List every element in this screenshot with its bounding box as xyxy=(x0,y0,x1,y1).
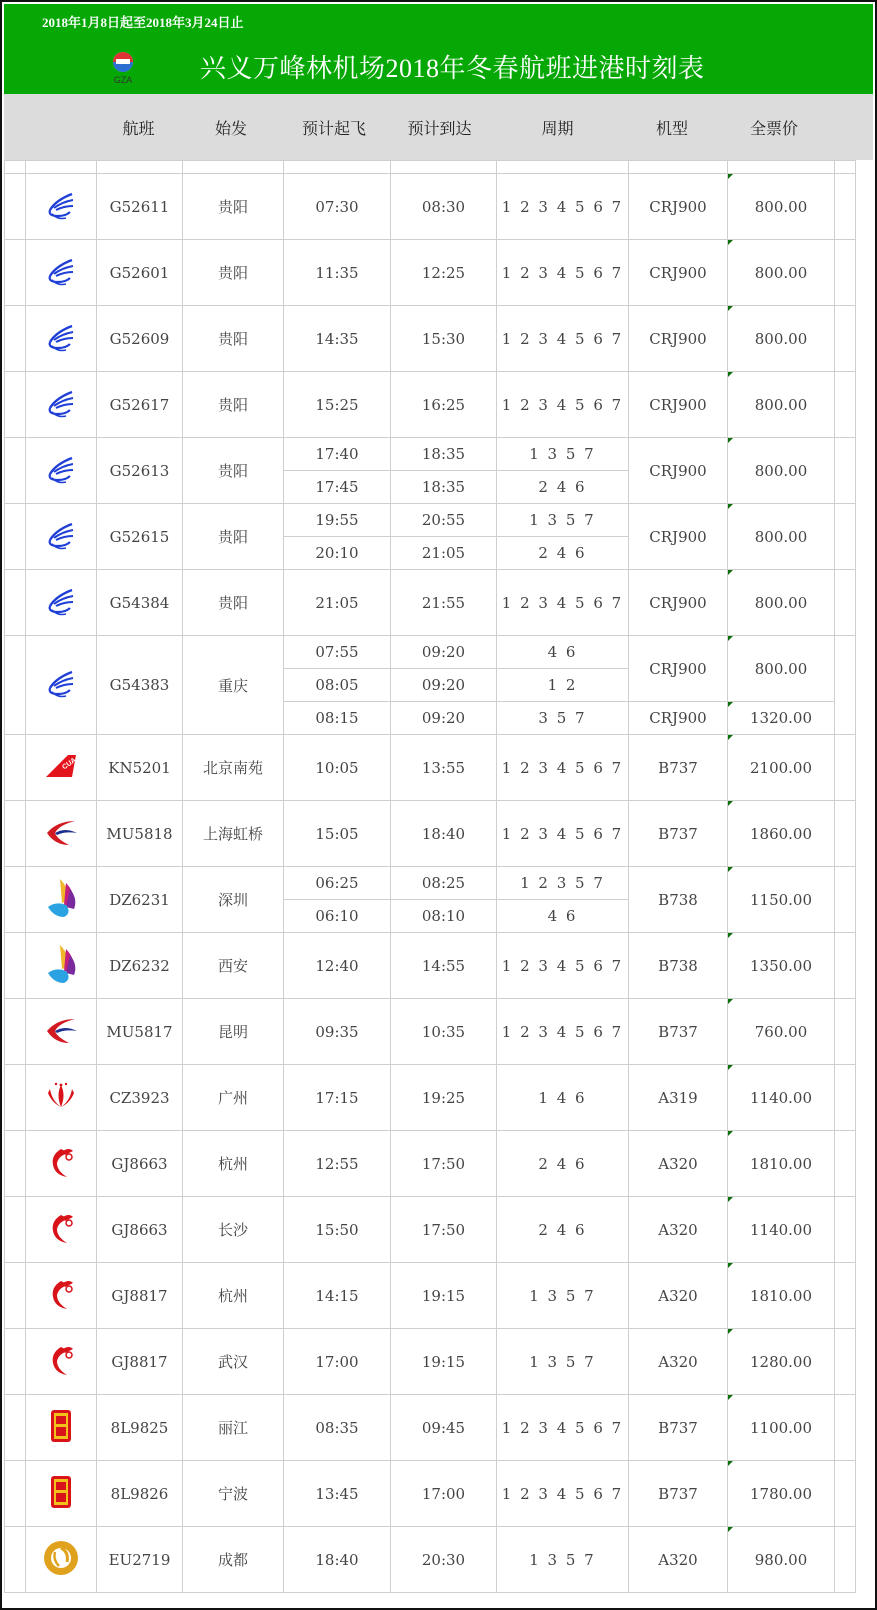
row-gutter-right xyxy=(835,1329,856,1395)
origin-city: 贵阳 xyxy=(183,174,284,240)
table-row xyxy=(5,174,856,240)
full-fare: 1140.00 xyxy=(728,1065,835,1131)
row-gutter-right xyxy=(835,933,856,999)
airline-logo xyxy=(26,1131,97,1197)
departure-time: 07:55 xyxy=(284,636,391,669)
row-gutter xyxy=(5,174,26,240)
aircraft-type: A320 xyxy=(629,1263,728,1329)
origin-city: 上海虹桥 xyxy=(183,801,284,867)
col-header-departure: 预计起飞 xyxy=(301,121,366,138)
origin-city: 深圳 xyxy=(183,867,284,933)
table-row xyxy=(5,801,856,867)
row-gutter-right xyxy=(835,1065,856,1131)
operating-days: 1 2 xyxy=(497,669,629,702)
spacer-cell xyxy=(728,161,835,174)
hx-wing-icon xyxy=(44,386,78,424)
table-row xyxy=(5,1131,856,1197)
row-gutter xyxy=(5,1527,26,1593)
full-fare: 1780.00 xyxy=(728,1461,835,1527)
aircraft-type: B738 xyxy=(629,933,728,999)
row-gutter xyxy=(5,801,26,867)
col-header-aircraft: 机型 xyxy=(655,121,688,138)
operating-days: 1 3 5 7 xyxy=(497,504,629,537)
full-fare: 1810.00 xyxy=(728,1131,835,1197)
flight-number: MU5818 xyxy=(97,801,183,867)
table-row xyxy=(5,1395,856,1461)
arrival-time: 17:50 xyxy=(391,1197,497,1263)
operating-days: 3 5 7 xyxy=(497,702,629,735)
operating-days: 1 2 3 5 7 xyxy=(497,867,629,900)
flight-number: MU5817 xyxy=(97,999,183,1065)
airline-logo xyxy=(26,735,97,801)
flight-number: 8L9826 xyxy=(97,1461,183,1527)
flight-number: GJ8663 xyxy=(97,1197,183,1263)
operating-days: 2 4 6 xyxy=(497,1131,629,1197)
full-fare: 800.00 xyxy=(728,636,835,702)
header-banner xyxy=(4,4,873,94)
row-gutter-right xyxy=(835,735,856,801)
aircraft-type: A319 xyxy=(629,1065,728,1131)
airline-logo xyxy=(26,174,97,240)
row-gutter xyxy=(5,1461,26,1527)
departure-time: 11:35 xyxy=(284,240,391,306)
flight-number: KN5201 xyxy=(97,735,183,801)
airline-logo xyxy=(26,306,97,372)
airline-logo xyxy=(26,1197,97,1263)
svg-text:CUA: CUA xyxy=(61,756,78,771)
origin-city: 贵阳 xyxy=(183,570,284,636)
airline-logo xyxy=(26,504,97,570)
airport-logo xyxy=(108,50,138,86)
row-gutter-right xyxy=(835,1527,856,1593)
juneyao-dragon-icon xyxy=(47,1343,75,1381)
arrival-time: 19:25 xyxy=(391,1065,497,1131)
flight-number: G52613 xyxy=(97,438,183,504)
full-fare: 800.00 xyxy=(728,306,835,372)
flight-number: GJ8663 xyxy=(97,1131,183,1197)
operating-days: 4 6 xyxy=(497,636,629,669)
operating-days: 1 2 3 4 5 6 7 xyxy=(497,240,629,306)
full-fare: 760.00 xyxy=(728,999,835,1065)
operating-days: 4 6 xyxy=(497,900,629,933)
full-fare: 800.00 xyxy=(728,570,835,636)
operating-days: 1 2 3 4 5 6 7 xyxy=(497,999,629,1065)
airline-logo xyxy=(26,1527,97,1593)
origin-city: 西安 xyxy=(183,933,284,999)
airline-logo xyxy=(26,999,97,1065)
row-gutter-right xyxy=(835,636,856,735)
full-fare: 800.00 xyxy=(728,240,835,306)
operating-days: 1 2 3 4 5 6 7 xyxy=(497,174,629,240)
departure-time: 20:10 xyxy=(284,537,391,570)
row-gutter-right xyxy=(835,570,856,636)
origin-city: 武汉 xyxy=(183,1329,284,1395)
aircraft-type: A320 xyxy=(629,1527,728,1593)
aircraft-type: B737 xyxy=(629,1395,728,1461)
full-fare: 1810.00 xyxy=(728,1263,835,1329)
spacer-cell xyxy=(835,161,856,174)
airline-logo xyxy=(26,636,97,735)
arrival-time: 08:10 xyxy=(391,900,497,933)
full-fare: 800.00 xyxy=(728,504,835,570)
airline-logo xyxy=(26,801,97,867)
arrival-time: 09:20 xyxy=(391,702,497,735)
departure-time: 18:40 xyxy=(284,1527,391,1593)
donghai-phoenix-icon xyxy=(44,943,78,989)
full-fare: 800.00 xyxy=(728,174,835,240)
arrival-time: 21:05 xyxy=(391,537,497,570)
aircraft-type: B737 xyxy=(629,1461,728,1527)
airline-logo xyxy=(26,570,97,636)
col-header-days: 周期 xyxy=(541,121,574,138)
operating-days: 1 2 3 4 5 6 7 xyxy=(497,372,629,438)
arrival-time: 18:35 xyxy=(391,471,497,504)
row-gutter-right xyxy=(835,999,856,1065)
flight-number: DZ6231 xyxy=(97,867,183,933)
arrival-time: 19:15 xyxy=(391,1329,497,1395)
operating-days: 2 4 6 xyxy=(497,1197,629,1263)
departure-time: 17:00 xyxy=(284,1329,391,1395)
row-gutter-right xyxy=(835,1263,856,1329)
ceair-swallow-icon xyxy=(43,817,79,851)
row-gutter-right xyxy=(835,438,856,504)
operating-days: 1 2 3 4 5 6 7 xyxy=(497,801,629,867)
operating-days: 1 2 3 4 5 6 7 xyxy=(497,933,629,999)
row-gutter xyxy=(5,1329,26,1395)
airline-logo xyxy=(26,933,97,999)
csair-kapok-icon xyxy=(46,1081,76,1115)
aircraft-type: CRJ900 xyxy=(629,174,728,240)
svg-text:GZA: GZA xyxy=(113,75,133,85)
arrival-time: 09:45 xyxy=(391,1395,497,1461)
juneyao-dragon-icon xyxy=(47,1145,75,1183)
hx-wing-icon xyxy=(44,188,78,226)
hx-wing-icon xyxy=(44,452,78,490)
flight-number: G52617 xyxy=(97,372,183,438)
origin-city: 丽江 xyxy=(183,1395,284,1461)
full-fare: 800.00 xyxy=(728,438,835,504)
origin-city: 宁波 xyxy=(183,1461,284,1527)
table-row xyxy=(5,735,856,801)
origin-city: 贵阳 xyxy=(183,438,284,504)
spacer-cell xyxy=(629,161,728,174)
airline-logo xyxy=(26,1329,97,1395)
operating-days: 1 2 3 4 5 6 7 xyxy=(497,1461,629,1527)
operating-days: 1 2 3 4 5 6 7 xyxy=(497,570,629,636)
departure-time: 09:35 xyxy=(284,999,391,1065)
hx-wing-icon xyxy=(44,584,78,622)
aircraft-type: CRJ900 xyxy=(629,438,728,504)
arrival-time: 08:30 xyxy=(391,174,497,240)
row-gutter xyxy=(5,735,26,801)
departure-time: 13:45 xyxy=(284,1461,391,1527)
table-row xyxy=(5,1263,856,1329)
flight-number: CZ3923 xyxy=(97,1065,183,1131)
aircraft-type: CRJ900 xyxy=(629,306,728,372)
arrival-time: 09:20 xyxy=(391,636,497,669)
row-gutter xyxy=(5,999,26,1065)
row-gutter-right xyxy=(835,174,856,240)
operating-days: 1 2 3 4 5 6 7 xyxy=(497,306,629,372)
juneyao-dragon-icon xyxy=(47,1211,75,1249)
page-title: 兴义万峰林机场2018年冬春航班进港时刻表 xyxy=(200,54,705,83)
spacer-cell xyxy=(97,161,183,174)
arrival-time: 10:35 xyxy=(391,999,497,1065)
aircraft-type: CRJ900 xyxy=(629,570,728,636)
airline-logo xyxy=(26,438,97,504)
full-fare: 1350.00 xyxy=(728,933,835,999)
arrival-time: 21:55 xyxy=(391,570,497,636)
arrival-time: 13:55 xyxy=(391,735,497,801)
origin-city: 成都 xyxy=(183,1527,284,1593)
row-gutter-right xyxy=(835,1131,856,1197)
aircraft-type: B738 xyxy=(629,867,728,933)
row-gutter xyxy=(5,306,26,372)
aircraft-type: CRJ900 xyxy=(629,636,728,702)
aircraft-type: B737 xyxy=(629,735,728,801)
table-row xyxy=(5,867,856,900)
departure-time: 17:40 xyxy=(284,438,391,471)
arrival-time: 17:00 xyxy=(391,1461,497,1527)
table-header xyxy=(4,94,873,160)
departure-time: 15:50 xyxy=(284,1197,391,1263)
aircraft-type: B737 xyxy=(629,999,728,1065)
flight-number: DZ6232 xyxy=(97,933,183,999)
flight-table xyxy=(4,160,856,1593)
full-fare: 1320.00 xyxy=(728,702,835,735)
airline-logo xyxy=(26,372,97,438)
flight-number: G54383 xyxy=(97,636,183,735)
full-fare: 1150.00 xyxy=(728,867,835,933)
spacer-cell xyxy=(183,161,284,174)
operating-days: 1 3 5 7 xyxy=(497,1527,629,1593)
chengdu-sun-icon xyxy=(41,1538,81,1582)
operating-days: 1 4 6 xyxy=(497,1065,629,1131)
operating-days: 1 3 5 7 xyxy=(497,1263,629,1329)
spacer-cell xyxy=(391,161,497,174)
arrival-time: 15:30 xyxy=(391,306,497,372)
departure-time: 14:15 xyxy=(284,1263,391,1329)
row-gutter-right xyxy=(835,1461,856,1527)
row-gutter xyxy=(5,867,26,933)
airline-logo xyxy=(26,1395,97,1461)
aircraft-type: CRJ900 xyxy=(629,372,728,438)
row-gutter-right xyxy=(835,1197,856,1263)
full-fare: 980.00 xyxy=(728,1527,835,1593)
spacer-cell xyxy=(284,161,391,174)
airline-logo xyxy=(26,1461,97,1527)
aircraft-type: CRJ900 xyxy=(629,702,728,735)
cua-tail-icon xyxy=(44,753,78,783)
departure-time: 15:25 xyxy=(284,372,391,438)
table-row xyxy=(5,933,856,999)
operating-days: 1 2 3 4 5 6 7 xyxy=(497,735,629,801)
arrival-time: 18:40 xyxy=(391,801,497,867)
origin-city: 昆明 xyxy=(183,999,284,1065)
hx-wing-icon xyxy=(44,320,78,358)
row-gutter-right xyxy=(835,867,856,933)
arrival-time: 14:55 xyxy=(391,933,497,999)
arrival-time: 09:20 xyxy=(391,669,497,702)
operating-days: 1 2 3 4 5 6 7 xyxy=(497,1395,629,1461)
row-gutter xyxy=(5,1065,26,1131)
validity-period: 2018年1月8日起至2018年3月24日止 xyxy=(42,15,244,30)
col-header-price: 全票价 xyxy=(749,121,798,138)
arrival-time: 16:25 xyxy=(391,372,497,438)
table-row xyxy=(5,1329,856,1395)
departure-time: 10:05 xyxy=(284,735,391,801)
aircraft-type: A320 xyxy=(629,1329,728,1395)
full-fare: 1140.00 xyxy=(728,1197,835,1263)
flight-number: GJ8817 xyxy=(97,1263,183,1329)
airline-logo xyxy=(26,867,97,933)
col-header-origin: 始发 xyxy=(214,121,247,138)
table-row xyxy=(5,306,856,372)
aircraft-type: A320 xyxy=(629,1131,728,1197)
row-gutter-right xyxy=(835,1395,856,1461)
luckyair-seal-icon xyxy=(50,1409,72,1447)
flight-number: G52609 xyxy=(97,306,183,372)
arrival-time: 08:25 xyxy=(391,867,497,900)
flight-number: G54384 xyxy=(97,570,183,636)
table-row xyxy=(5,636,856,669)
full-fare: 1100.00 xyxy=(728,1395,835,1461)
arrival-time: 17:50 xyxy=(391,1131,497,1197)
airline-logo xyxy=(26,1065,97,1131)
spacer-cell xyxy=(5,161,26,174)
row-gutter xyxy=(5,570,26,636)
row-gutter xyxy=(5,1395,26,1461)
departure-time: 17:45 xyxy=(284,471,391,504)
origin-city: 重庆 xyxy=(183,636,284,735)
flight-number: G52601 xyxy=(97,240,183,306)
donghai-phoenix-icon xyxy=(44,877,78,923)
departure-time: 08:15 xyxy=(284,702,391,735)
origin-city: 长沙 xyxy=(183,1197,284,1263)
origin-city: 贵阳 xyxy=(183,240,284,306)
row-gutter xyxy=(5,636,26,735)
departure-time: 21:05 xyxy=(284,570,391,636)
full-fare: 1280.00 xyxy=(728,1329,835,1395)
row-gutter xyxy=(5,933,26,999)
table-row xyxy=(5,240,856,306)
table-row xyxy=(5,1197,856,1263)
row-gutter-right xyxy=(835,801,856,867)
origin-city: 广州 xyxy=(183,1065,284,1131)
arrival-time: 18:35 xyxy=(391,438,497,471)
row-gutter xyxy=(5,1197,26,1263)
juneyao-dragon-icon xyxy=(47,1277,75,1315)
col-header-flight: 航班 xyxy=(122,121,155,138)
origin-city: 贵阳 xyxy=(183,504,284,570)
hx-wing-icon xyxy=(44,666,78,704)
departure-time: 07:30 xyxy=(284,174,391,240)
row-gutter xyxy=(5,372,26,438)
arrival-time: 20:55 xyxy=(391,504,497,537)
origin-city: 贵阳 xyxy=(183,306,284,372)
table-row xyxy=(5,504,856,537)
airline-logo xyxy=(26,240,97,306)
operating-days: 2 4 6 xyxy=(497,471,629,504)
departure-time: 14:35 xyxy=(284,306,391,372)
row-gutter-right xyxy=(835,306,856,372)
origin-city: 贵阳 xyxy=(183,372,284,438)
table-row xyxy=(5,999,856,1065)
departure-time: 12:40 xyxy=(284,933,391,999)
departure-time: 06:25 xyxy=(284,867,391,900)
departure-time: 06:10 xyxy=(284,900,391,933)
row-gutter xyxy=(5,240,26,306)
departure-time: 08:05 xyxy=(284,669,391,702)
col-header-arrival: 预计到达 xyxy=(407,121,472,138)
departure-time: 12:55 xyxy=(284,1131,391,1197)
departure-time: 08:35 xyxy=(284,1395,391,1461)
row-gutter xyxy=(5,1263,26,1329)
origin-city: 杭州 xyxy=(183,1131,284,1197)
spacer-cell xyxy=(26,161,97,174)
row-gutter-right xyxy=(835,372,856,438)
spacer-row xyxy=(5,161,856,174)
luckyair-seal-icon xyxy=(50,1475,72,1513)
aircraft-type: B737 xyxy=(629,801,728,867)
flight-number: GJ8817 xyxy=(97,1329,183,1395)
table-row xyxy=(5,438,856,471)
row-gutter xyxy=(5,438,26,504)
operating-days: 1 3 5 7 xyxy=(497,1329,629,1395)
aircraft-type: CRJ900 xyxy=(629,240,728,306)
flight-number: EU2719 xyxy=(97,1527,183,1593)
arrival-time: 20:30 xyxy=(391,1527,497,1593)
full-fare: 800.00 xyxy=(728,372,835,438)
hx-wing-icon xyxy=(44,254,78,292)
flight-number: G52615 xyxy=(97,504,183,570)
arrival-time: 19:15 xyxy=(391,1263,497,1329)
table-row xyxy=(5,1527,856,1593)
spacer-cell xyxy=(497,161,629,174)
row-gutter xyxy=(5,1131,26,1197)
aircraft-type: CRJ900 xyxy=(629,504,728,570)
origin-city: 北京南苑 xyxy=(183,735,284,801)
airline-logo xyxy=(26,1263,97,1329)
row-gutter-right xyxy=(835,240,856,306)
row-gutter xyxy=(5,504,26,570)
table-row xyxy=(5,1461,856,1527)
flight-number: G52611 xyxy=(97,174,183,240)
departure-time: 15:05 xyxy=(284,801,391,867)
table-row xyxy=(5,372,856,438)
full-fare: 1860.00 xyxy=(728,801,835,867)
ceair-swallow-icon xyxy=(43,1015,79,1049)
departure-time: 19:55 xyxy=(284,504,391,537)
origin-city: 杭州 xyxy=(183,1263,284,1329)
table-row xyxy=(5,570,856,636)
table-row xyxy=(5,1065,856,1131)
flight-number: 8L9825 xyxy=(97,1395,183,1461)
hx-wing-icon xyxy=(44,518,78,556)
aircraft-type: A320 xyxy=(629,1197,728,1263)
row-gutter-right xyxy=(835,504,856,570)
operating-days: 1 3 5 7 xyxy=(497,438,629,471)
departure-time: 17:15 xyxy=(284,1065,391,1131)
arrival-time: 12:25 xyxy=(391,240,497,306)
full-fare: 2100.00 xyxy=(728,735,835,801)
operating-days: 2 4 6 xyxy=(497,537,629,570)
